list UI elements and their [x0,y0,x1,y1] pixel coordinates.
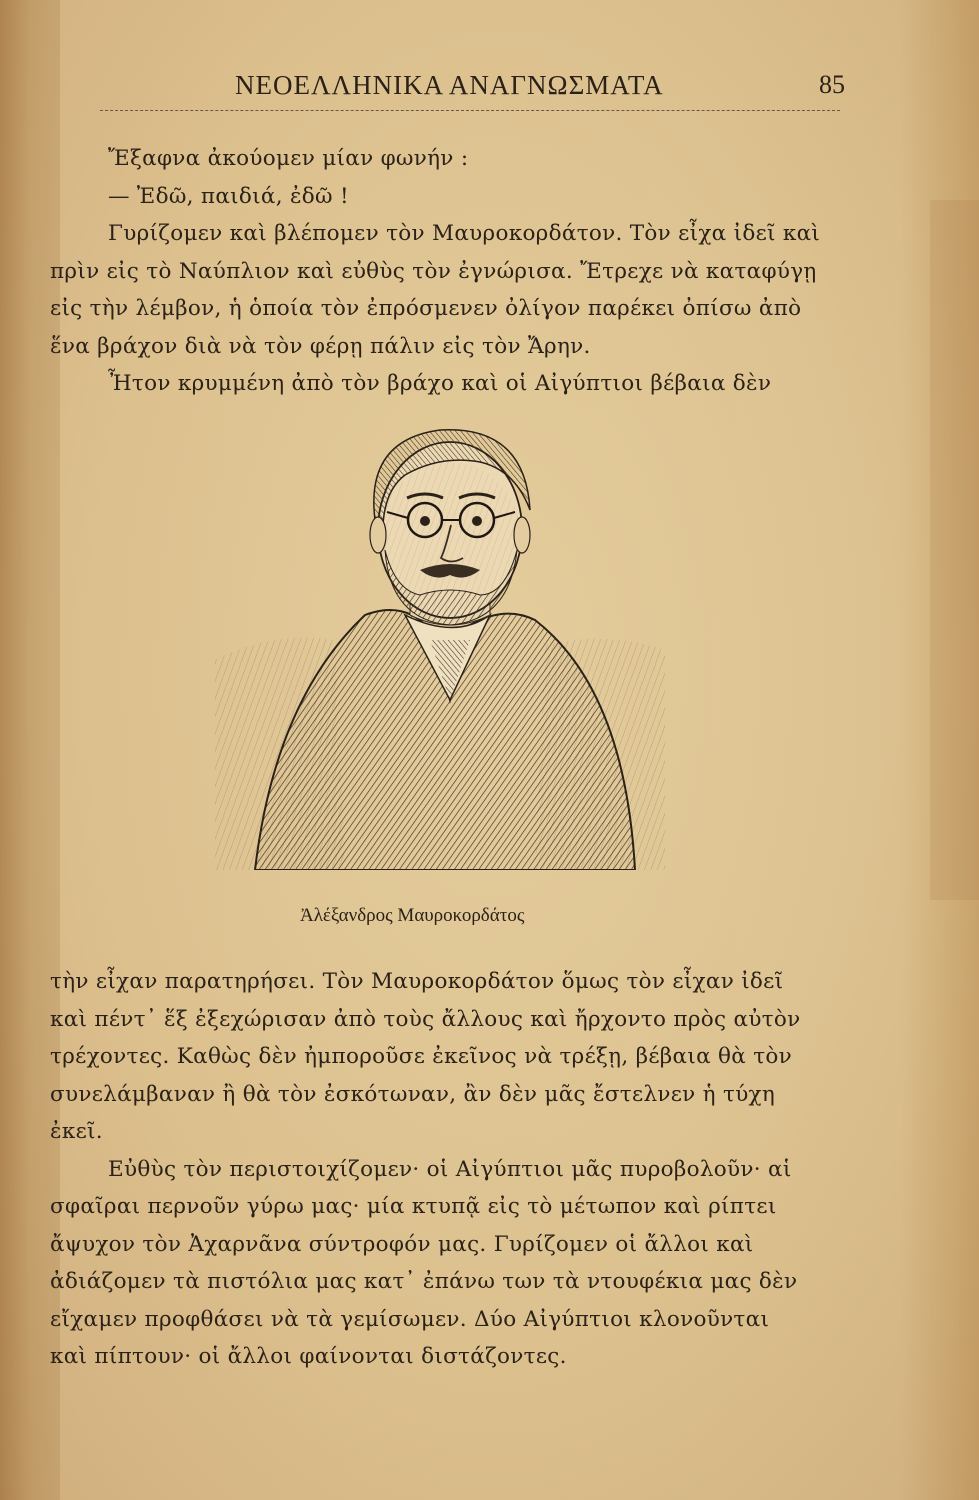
text-line: Ἦτον κρυμμένη ἀπὸ τὸν βράχο καὶ οἱ Αἰγύπτιοι βέβαια δὲν [108,371,772,396]
text-line: τρέχοντες. Καθὼς δὲν ἠμποροῦσε ἐκεῖνος νὰ τρέξῃ, βέβαια θὰ τὸν [50,1044,793,1069]
text-line: ἐκεῖ. [50,1119,103,1144]
text-line: Γυρίζομεν καὶ βλέπομεν τὸν Μαυροκορδάτον. Τὸν εἶχα ἰδεῖ καὶ [108,221,821,246]
text-line: καὶ πέντ᾽ ἕξ ἐξεχώρισαν ἀπὸ τοὺς ἄλλους καὶ ἤρχοντο πρὸς αὐτὸν [50,1006,801,1032]
text-line: εἴχαμεν προφθάσει νὰ τὰ γεμίσωμεν. Δύο Αἰγύπτιοι κλονοῦνται [50,1306,770,1332]
page-edge-stain [930,200,979,900]
text-line: Ἔξαφνα ἀκούομεν μίαν φωνήν : [108,146,469,171]
text-line: καὶ πίπτουν· οἱ ἄλλοι φαίνονται διστάζοντες. [50,1344,567,1369]
running-header [235,70,845,110]
text-line: πρὶν εἰς τὸ Ναύπλιον καὶ εὐθὺς τὸν ἐγνώρισα. Ἔτρεχε νὰ καταφύγῃ [50,258,817,284]
text-line: Εὐθὺς τὸν περιστοιχίζομεν· οἱ Αἰγύπτιοι μᾶς πυροβολοῦν· αἱ [108,1156,792,1182]
page-number: 85 [819,70,845,99]
text-line: ἕνα βράχον διὰ νὰ τὸν φέρῃ πάλιν εἰς τὸν Ἄρην. [50,333,591,359]
text-line: ἄψυχον τὸν Ἀχαρνᾶνα σύντροφόν μας. Γυρίζομεν οἱ ἄλλοι καὶ [50,1231,754,1257]
text-line: εἰς τὴν λέμβον, ἡ ὁποία τὸν ἐπρόσμενεν ὀλίγον παρέκει ὀπίσω ἀπὸ [50,296,802,321]
text-block-top [50,140,850,403]
portrait-caption: Ἀλέξανδρος Μαυροκορδάτος [300,905,525,926]
portrait-engraving [215,400,665,870]
text-line: τὴν εἶχαν παρατηρήσει. Τὸν Μαυροκορδάτον ὅμως τὸν εἶχαν ἰδεῖ [50,969,784,994]
text-line: ἀδιάζομεν τὰ πιστόλια μας κατ᾽ ἐπάνω των τὰ ντουφέκια μας δὲν [50,1269,798,1294]
text-block-bottom [50,963,850,1376]
header-rule [100,110,840,111]
running-title: ΝΕΟΕΛΛΗΝΙΚΑ ΑΝΑΓΝΩΣΜΑΤΑ [235,70,664,100]
text-line: — Ἐδῶ, παιδιά, ἐδῶ ! [108,183,349,209]
text-line: σφαῖραι περνοῦν γύρω μας· μία κτυπᾷ εἰς τὸ μέτωπον καὶ ρίπτει [50,1194,777,1219]
text-line: συνελάμβαναν ἢ θὰ τὸν ἐσκότωναν, ἂν δὲν μᾶς ἔστελνεν ἡ τύχη [50,1081,776,1107]
